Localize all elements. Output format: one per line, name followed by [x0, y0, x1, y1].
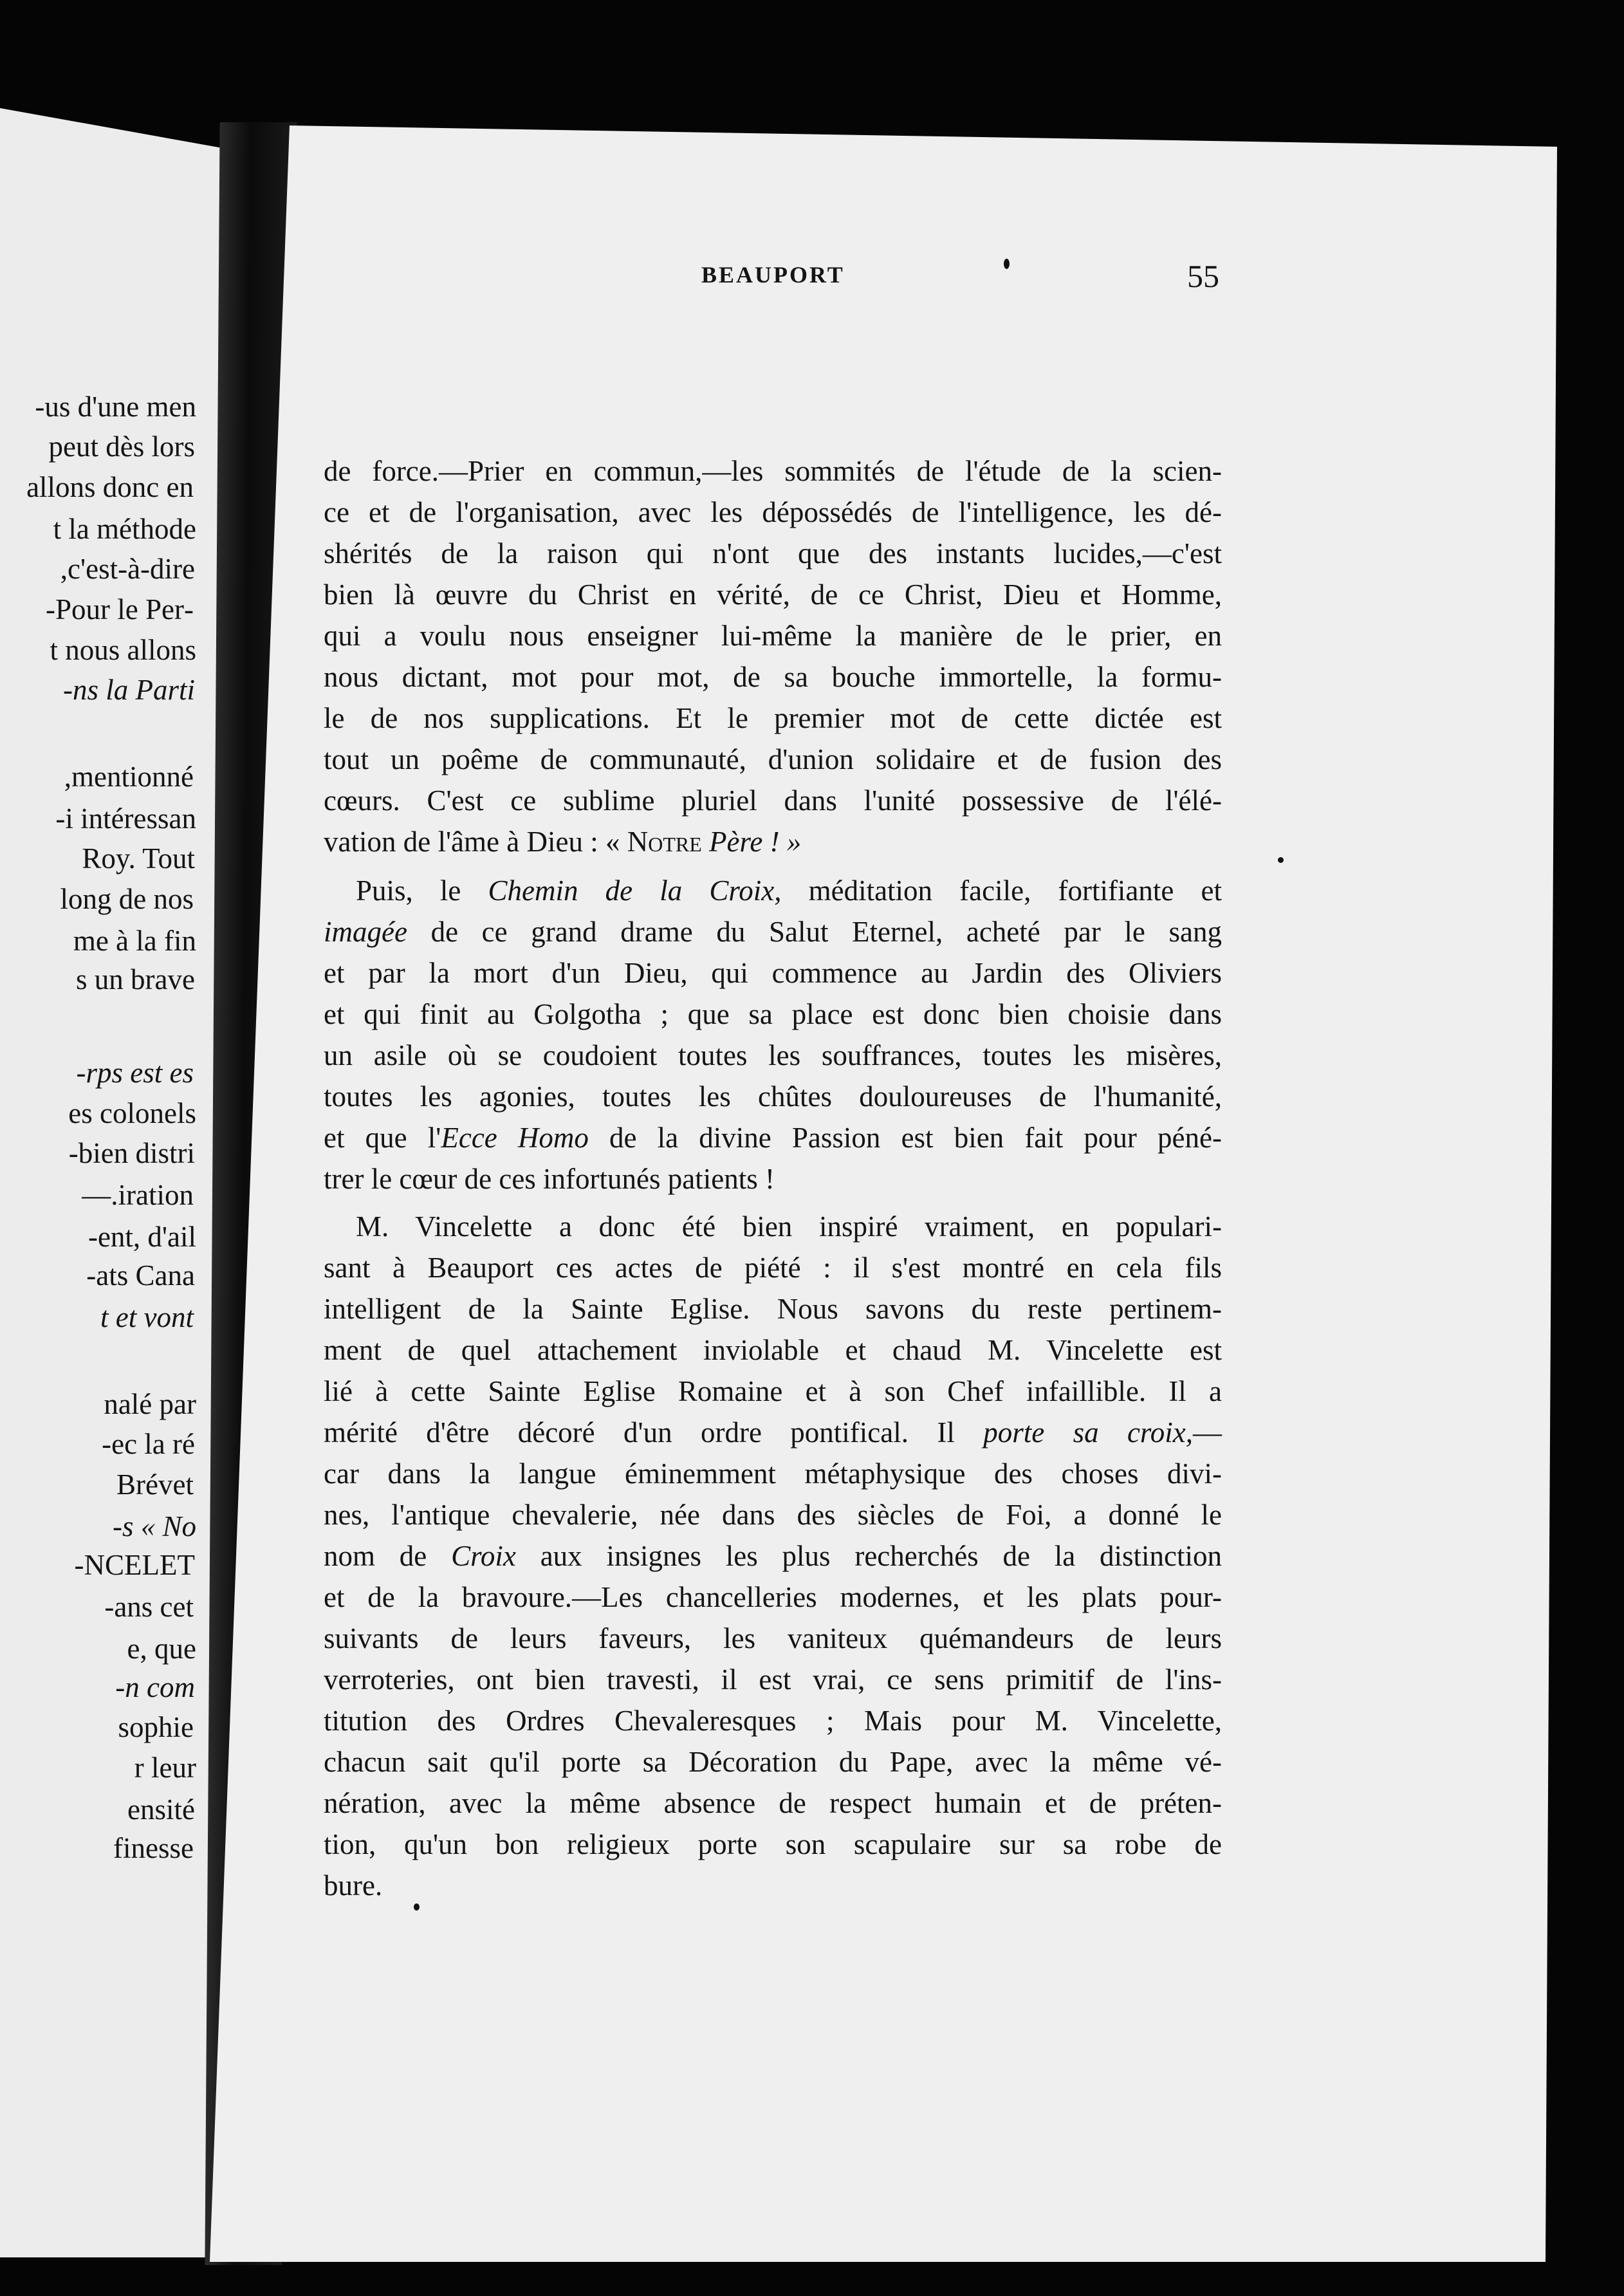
text-line: et de la bravoure.—Les chancelleries modernes, et les plats pour- [324, 1581, 1222, 1613]
text-line: intelligent de la Sainte Eglise. Nous savons du reste pertinem- [324, 1293, 1222, 1325]
text-line: cœurs. C'est ce sublime pluriel dans l'unité possessive de l'élé- [324, 784, 1222, 817]
text-line: ment de quel attachement inviolable et chaud M. Vincelette est [324, 1334, 1222, 1366]
text-line: Puis, le Chemin de la Croix, méditation facile, fortifiante et [356, 875, 1222, 907]
running-header: BEAUPORT [701, 262, 845, 288]
ink-speck [1278, 857, 1284, 863]
page-number: 55 [1187, 258, 1219, 294]
text-line: lié à cette Sainte Eglise Romaine et à son Chef infaillible. Il a [324, 1375, 1222, 1407]
text-line: bien là œuvre du Christ en vérité, de ce Christ, Dieu et Homme, [324, 579, 1222, 611]
text-line: mérité d'être décoré d'un ordre pontifical. Il porte sa croix,— [324, 1416, 1222, 1449]
text-line: nes, l'antique chevalerie, née dans des siècles de Foi, a donné le [324, 1499, 1222, 1531]
text-line: de force.—Prier en commun,—les sommités de l'étude de la scien- [324, 455, 1222, 487]
text-line: un asile où se coudoient toutes les souffrances, toutes les misères, [324, 1039, 1222, 1071]
text-line: tout un poême de communauté, d'union solidaire et de fusion des [324, 743, 1222, 775]
text-line: ce et de l'organisation, avec les dépossédés de l'intelligence, les dé- [324, 496, 1222, 528]
text-line: chacun sait qu'il porte sa Décoration du Pape, avec la même vé- [324, 1746, 1222, 1778]
ink-speck [414, 1903, 420, 1911]
text-line: sant à Beauport ces actes de piété : il s'est montré en cela fils [324, 1252, 1222, 1284]
text-line: car dans la langue éminemment métaphysique des choses divi- [324, 1458, 1222, 1490]
text-line: le de nos supplications. Et le premier mot de cette dictée est [324, 702, 1222, 734]
text-line: et par la mort d'un Dieu, qui commence au Jardin des Oliviers [324, 957, 1222, 989]
text-line: tion, qu'un bon religieux porte son scapulaire sur sa robe de [324, 1828, 1222, 1860]
text-line: qui a voulu nous enseigner lui-même la manière de le prier, en [324, 620, 1222, 652]
text-line: et qui finit au Golgotha ; que sa place est donc bien choisie dans [324, 998, 1222, 1030]
text-line: nération, avec la même absence de respect humain et de préten- [324, 1787, 1222, 1819]
text-line: titution des Ordres Chevaleresques ; Mais pour M. Vincelette, [324, 1705, 1222, 1737]
text-line: vation de l'âme à Dieu : « Notre Père ! » [324, 826, 802, 858]
text-line: toutes les agonies, toutes les chûtes douloureuses de l'humanité, [324, 1080, 1222, 1113]
text-line: trer le cœur de ces infortunés patients ! [324, 1163, 775, 1195]
text-line: et que l'Ecce Homo de la divine Passion est bien fait pour péné- [324, 1122, 1222, 1154]
text-line: verroteries, ont bien travesti, il est vrai, ce sens primitif de l'ins- [324, 1663, 1222, 1696]
text-line: nous dictant, mot pour mot, de sa bouche immortelle, la formu- [324, 661, 1222, 693]
text-line: M. Vincelette a donc été bien inspiré vraiment, en populari- [356, 1210, 1222, 1243]
text-line: imagée de ce grand drame du Salut Eternel, acheté par le sang [324, 916, 1222, 948]
text-line: shérités de la raison qui n'ont que des instants lucides,—c'est [324, 537, 1222, 569]
text-line: nom de Croix aux insignes les plus recherchés de la distinction [324, 1540, 1222, 1572]
notre-word: Notre [627, 826, 702, 858]
ink-speck [1004, 259, 1010, 269]
text-line: bure. [324, 1869, 383, 1902]
text-line: suivants de leurs faveurs, les vaniteux quémandeurs de leurs [324, 1622, 1222, 1654]
